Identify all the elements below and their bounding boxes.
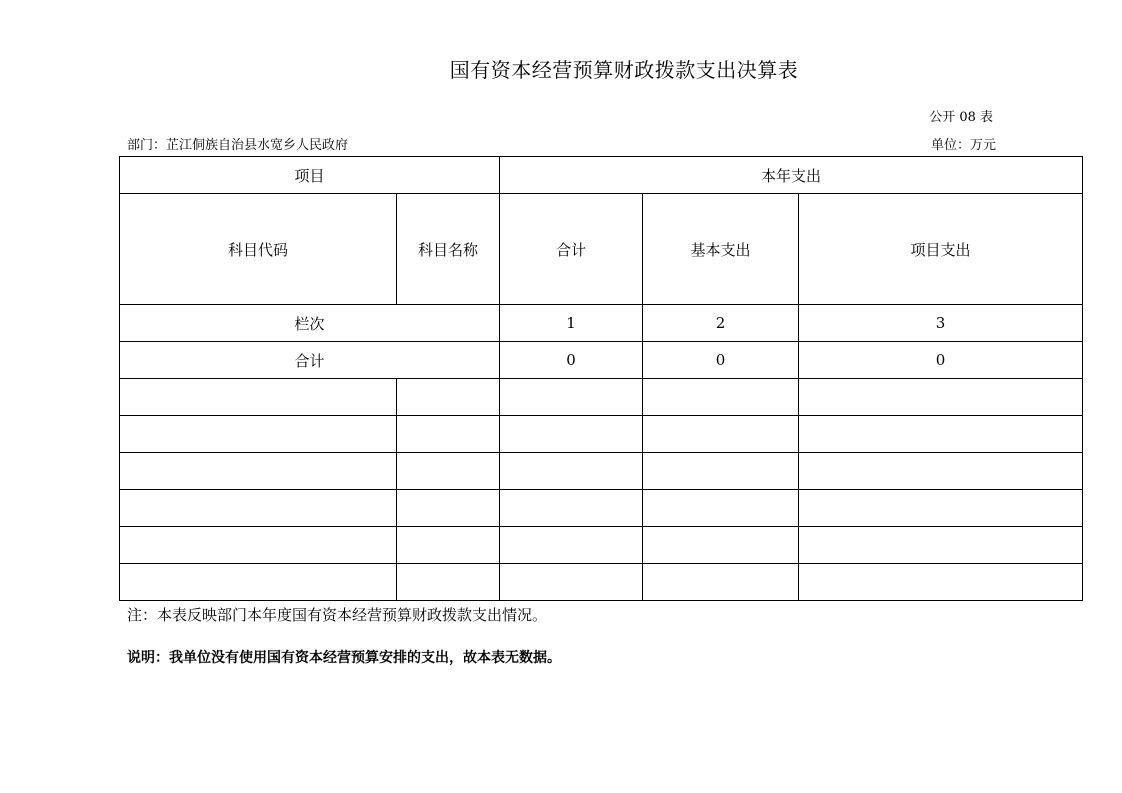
header-project: 项目 <box>120 157 500 194</box>
column-index-basic: 2 <box>643 305 799 342</box>
table-row <box>120 564 1083 601</box>
header-project-expense: 项目支出 <box>799 194 1083 305</box>
cell-project <box>799 453 1083 490</box>
department-label: 部门：芷江侗族自治县水宽乡人民政府 <box>127 138 349 153</box>
cell-total <box>500 416 643 453</box>
form-number: 公开 08 表 <box>929 110 993 125</box>
cell-code <box>120 416 397 453</box>
cell-basic <box>643 490 799 527</box>
cell-project <box>799 564 1083 601</box>
table-row <box>120 379 1083 416</box>
cell-basic <box>643 453 799 490</box>
cell-code <box>120 490 397 527</box>
header-basic-expense: 基本支出 <box>643 194 799 305</box>
header-subject-code: 科目代码 <box>120 194 397 305</box>
total-row-basic: 0 <box>643 342 799 379</box>
expense-table <box>119 156 1083 601</box>
cell-total <box>500 379 643 416</box>
cell-basic <box>643 379 799 416</box>
cell-code <box>120 527 397 564</box>
header-row-2 <box>120 194 1083 305</box>
table-row <box>120 453 1083 490</box>
total-row-project: 0 <box>799 342 1083 379</box>
cell-basic <box>643 416 799 453</box>
cell-code <box>120 379 397 416</box>
cell-name <box>397 379 500 416</box>
cell-total <box>500 527 643 564</box>
cell-name <box>397 564 500 601</box>
column-index-label: 栏次 <box>120 305 500 342</box>
cell-name <box>397 490 500 527</box>
cell-name <box>397 453 500 490</box>
cell-basic <box>643 527 799 564</box>
unit-label: 单位：万元 <box>930 138 996 153</box>
column-index-project: 3 <box>799 305 1083 342</box>
cell-name <box>397 527 500 564</box>
cell-project <box>799 527 1083 564</box>
cell-code <box>120 453 397 490</box>
cell-project <box>799 416 1083 453</box>
cell-basic <box>643 564 799 601</box>
total-row <box>120 342 1083 379</box>
cell-project <box>799 379 1083 416</box>
cell-total <box>500 490 643 527</box>
column-index-total: 1 <box>500 305 643 342</box>
header-row-1 <box>120 157 1083 194</box>
cell-total <box>500 453 643 490</box>
table-row <box>120 490 1083 527</box>
header-current-year-expense: 本年支出 <box>500 157 1083 194</box>
table-note: 注：本表反映部门本年度国有资本经营预算财政拨款支出情况。 <box>127 606 548 624</box>
total-row-label: 合计 <box>120 342 500 379</box>
header-subject-name: 科目名称 <box>397 194 500 305</box>
column-index-row <box>120 305 1083 342</box>
cell-code <box>120 564 397 601</box>
table-row <box>120 527 1083 564</box>
explanation-text: 说明：我单位没有使用国有资本经营预算安排的支出，故本表无数据。 <box>127 650 561 666</box>
cell-project <box>799 490 1083 527</box>
cell-total <box>500 564 643 601</box>
document-title: 国有资本经营预算财政拨款支出决算表 <box>449 58 799 82</box>
table-row <box>120 416 1083 453</box>
cell-name <box>397 416 500 453</box>
total-row-total: 0 <box>500 342 643 379</box>
header-total: 合计 <box>500 194 643 305</box>
